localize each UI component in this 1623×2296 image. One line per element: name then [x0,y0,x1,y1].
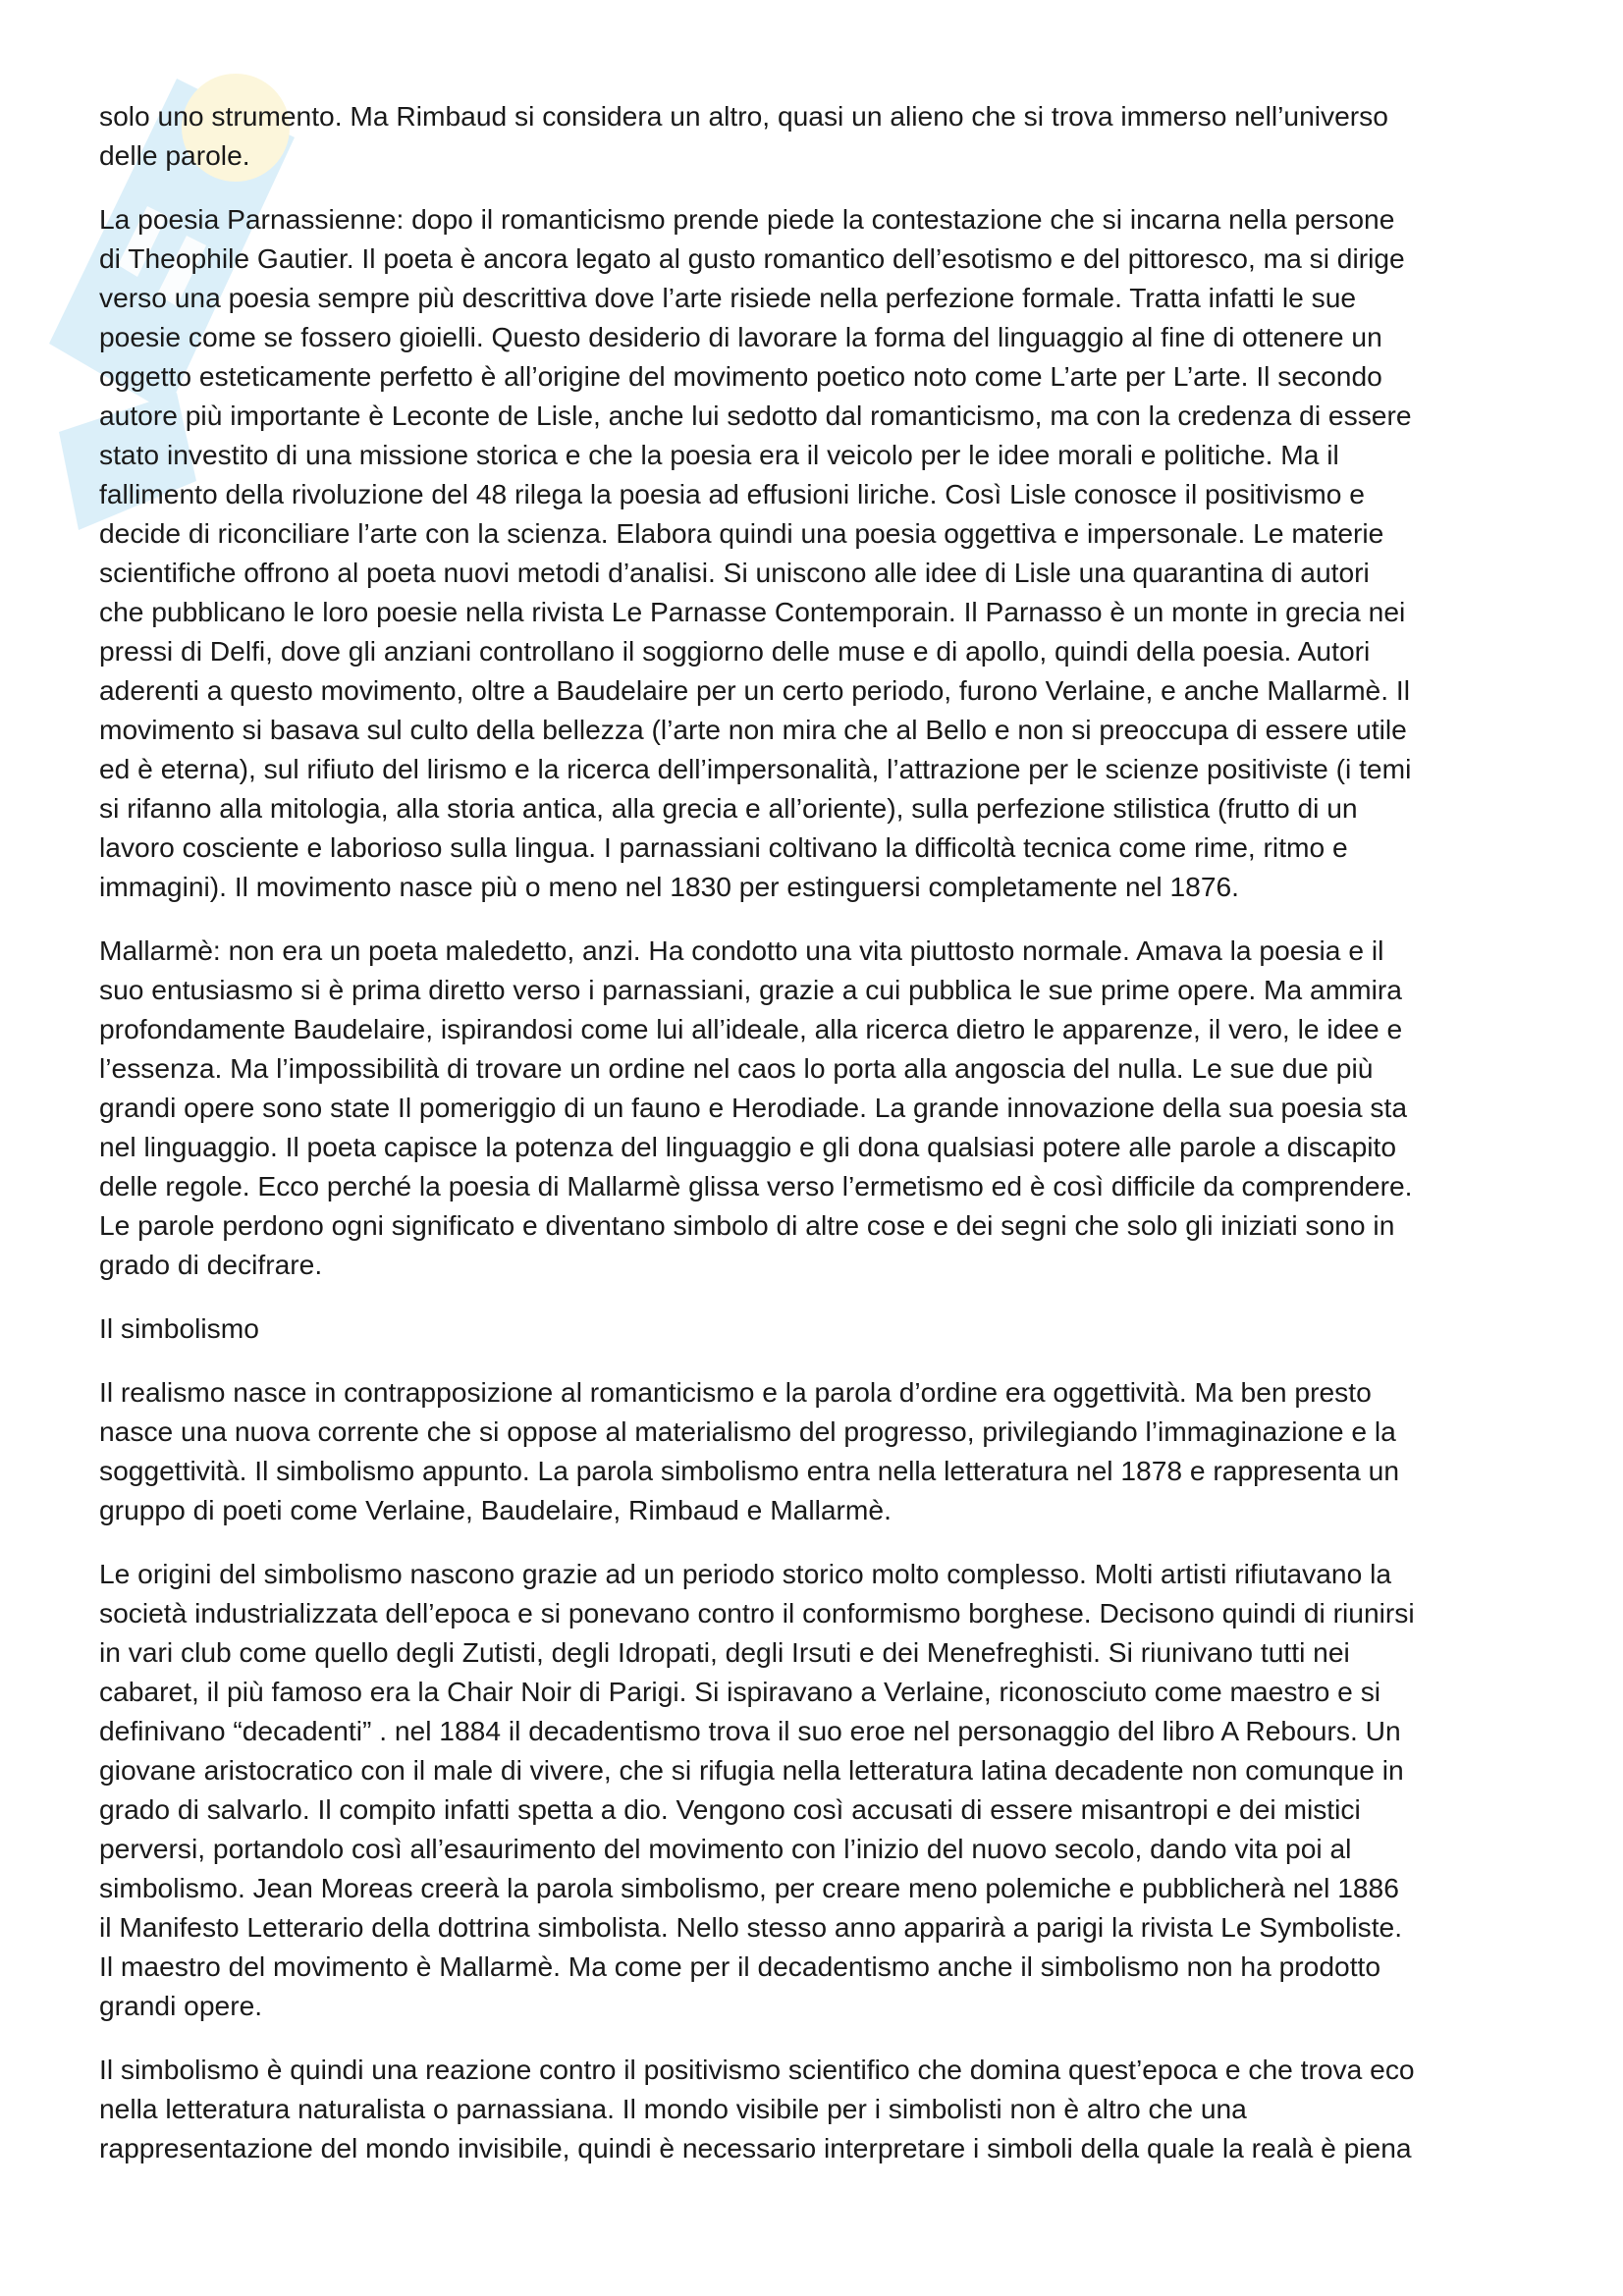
paragraph-realismo: Il realismo nasce in contrapposizione al romanticismo e la parola d’ordine era oggettività. Ma ben presto nasce una nuova corrente che si oppose al materialismo del progresso, privilegiando l’immaginazione e la soggettività. Il simbolismo appunto. La parola simbolismo entra nella letteratura nel 1878 e rappresenta un gruppo di poeti come Verlaine, Baudelaire, Rimbaud e Mallarmè. [99,1376,1400,1525]
document-page [99,96,1542,2192]
paragraph-rimbaud-intro: solo uno strumento. Ma Rimbaud si considera un altro, quasi un alieno che si trova immerso nell’universo delle parole. [99,100,1388,171]
paragraph-mallarme: Mallarmè: non era un poeta maledetto, anzi. Ha condotto una vita piuttosto normale. Amava la poesia e il suo entusiasmo si è prima diretto verso i parnassiani, grazie a cui pubblica le sue prime opere. Ma ammira profondamente Baudelaire, ispirandosi come lui all’ideale, alla ricerca dietro le apparenze, il vero, le idee e l’essenza. Ma l’impossibilità di trovare un ordine nel caos lo porta alla angoscia del nulla. Le sue due più grandi opere sono state Il pomeriggio di un fauno e Herodiade. La grande innovazione della sua poesia sta nel linguaggio. Il poeta capisce la potenza del linguaggio e gli dona qualsiasi potere alle parole a discapito delle regole. Ecco perché la poesia di Mallarmè glissa verso l’ermetismo ed è così difficile da comprendere. Le parole perdono ogni significato e diventano simbolo di altre cose e dei segni che solo gli iniziati sono in grado di decifrare. [99,934,1413,1280]
section-heading-simbolismo: Il simbolismo [99,1312,259,1344]
paragraph-parnassienne: La poesia Parnassienne: dopo il romanticismo prende piede la contestazione che si incarna nella persone di Theophile Gautier. Il poeta è ancora legato al gusto romantico dell’esotismo e del pittoresco, ma si dirige verso una poesia sempre più descrittiva dove l’arte risiede nella perfezione formale. Tratta infatti le sue poesie come se fossero gioielli. Questo desiderio di lavorare la forma del linguaggio al fine di ottenere un oggetto esteticamente perfetto è all’origine del movimento poetico noto come L’arte per L’arte. Il secondo autore più importante è Leconte de Lisle, anche lui sedotto dal romanticismo, ma con la credenza di essere stato investito di una missione storica e che la poesia era il veicolo per le idee morali e politiche. Ma il fallimento della rivoluzione del 48 rilega la poesia ad effusioni liriche. Così Lisle conosce il positivismo e decide di riconciliare l’arte con la scienza. Elabora quindi una poesia oggettiva e impersonale. Le materie scientifiche offrono al poeta nuovi metodi d’analisi. Si uniscono alle idee di Lisle una quarantina di autori che pubblicano le loro poesie nella rivista Le Parnasse Contemporain. Il Parnasso è un monte in grecia nei pressi di Delfi, dove gli anziani controllano il soggiorno delle muse e di apollo, quindi della poesia. Autori aderenti a questo movimento, oltre a Baudelaire per un certo periodo, furono Verlaine, e anche Mallarmè. Il movimento si basava sul culto della bellezza (l’arte non mira che al Bello e non si preoccupa di essere utile ed è eterna), sul rifiuto del lirismo e la ricerca dell’impersonalità, l’attrazione per le scienze positiviste (i temi si rifanno alla mitologia, alla storia antica, alla grecia e all’oriente), sulla perfezione stilistica (frutto di un lavoro cosciente e laborioso sulla lingua. I parnassiani coltivano la difficoltà tecnica come rime, ritmo e immagini). Il movimento nasce più o meno nel 1830 per estinguersi completamente nel 1876. [99,203,1412,902]
paragraph-reazione-positivismo: Il simbolismo è quindi una reazione contro il positivismo scientifico che domina quest’epoca e che trova eco nella letteratura naturalista o parnassiana. Il mondo visibile per i simbolisti non è altro che una rappresentazione del mondo invisibile, quindi è necessario interpretare i simboli della quale la realà è piena [99,2054,1415,2163]
paragraph-origini-simbolismo: Le origini del simbolismo nascono grazie ad un periodo storico molto complesso. Molti artisti rifiutavano la società industrializzata dell’epoca e si ponevano contro il conformismo borghese. Decisono quindi di riunirsi in vari club come quello degli Zutisti, degli Idropati, degli Irsuti e dei Menefreghisti. Si riunivano tutti nei cabaret, il più famoso era la Chair Noir di Parigi. Si ispiravano a Verlaine, riconosciuto come maestro e si definivano “decadenti” . nel 1884 il decadentismo trova il suo eroe nel personaggio del libro A Rebours. Un giovane aristocratico con il male di vivere, che si rifugia nella letteratura latina decadente non comunque in grado di salvarlo. Il compito infatti spetta a dio. Vengono così accusati di essere misantropi e dei mistici perversi, portandolo così all’esaurimento del movimento con l’inizio del nuovo secolo, dando vita poi al simbolismo. Jean Moreas creerà la parola simbolismo, per creare meno polemiche e pubblicherà nel 1886 il Manifesto Letterario della dottrina simbolista. Nello stesso anno apparirà a parigi la rivista Le Symboliste. Il maestro del movimento è Mallarmè. Ma come per il decadentismo anche il simbolismo non ha prodotto grandi opere. [99,1558,1415,2021]
